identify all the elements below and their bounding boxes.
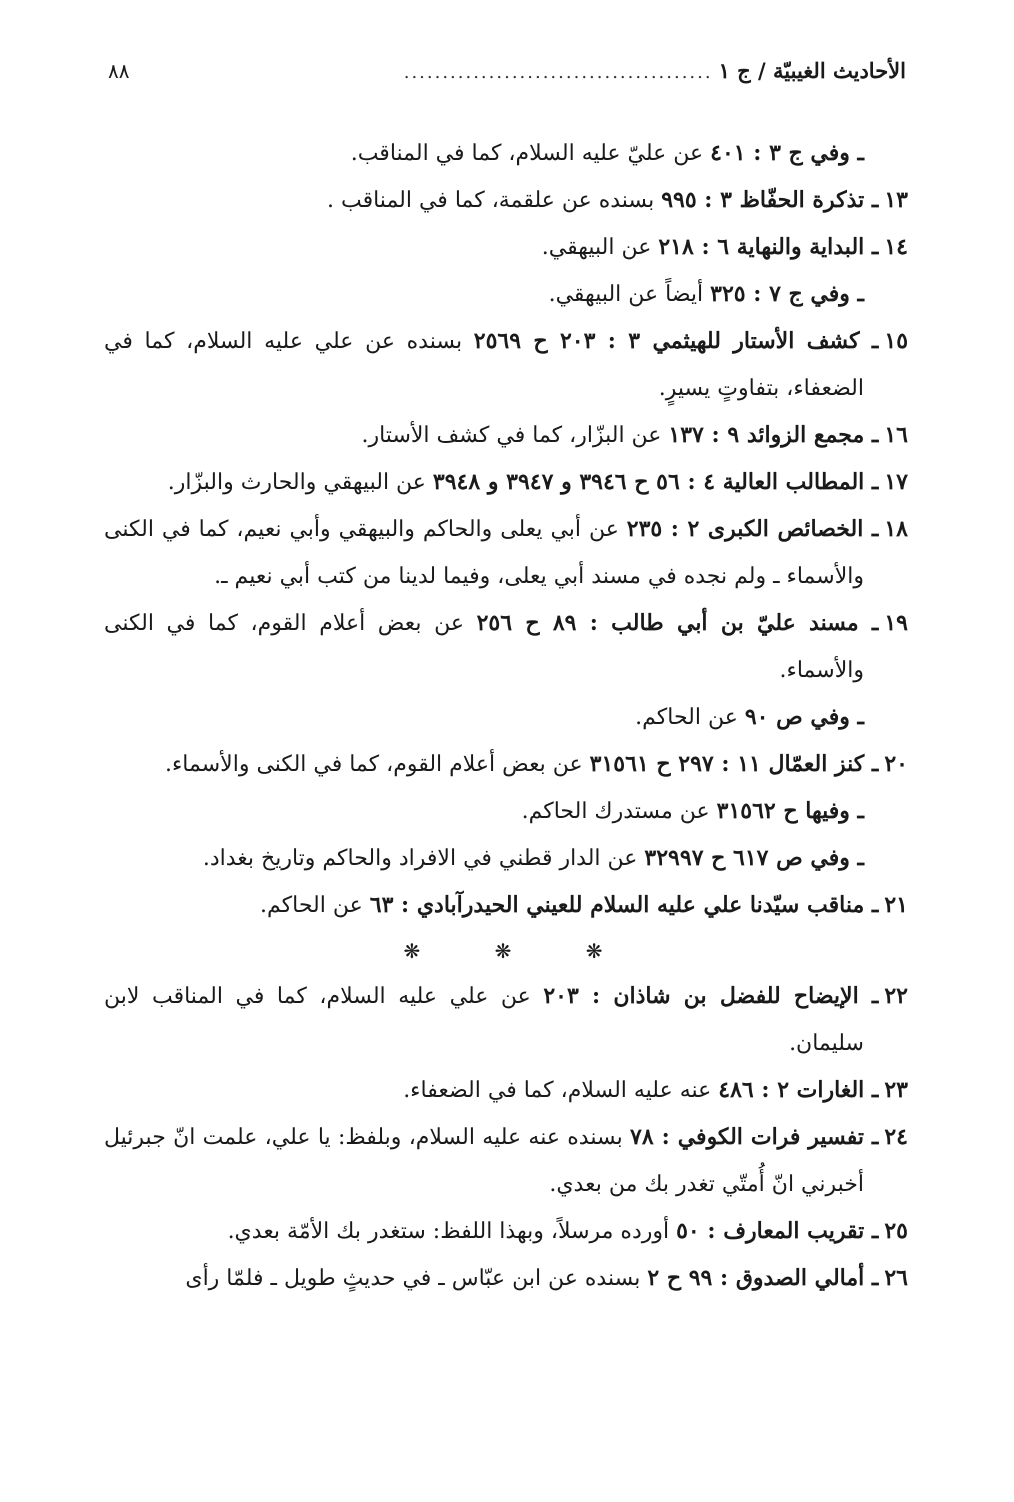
entry-text: عن الحاكم. — [635, 705, 745, 730]
reference-list — [104, 130, 908, 1302]
reference-entry — [104, 318, 908, 412]
source-citation: ـ وفي ص ٩٠ — [744, 704, 864, 730]
entry-text: عن بعض أعلام القوم، كما في الكنى والأسماء. — [164, 752, 590, 777]
reference-entry — [104, 1067, 908, 1114]
source-citation: ـ تقريب المعارف : ٥٠ — [676, 1218, 879, 1244]
source-citation: ـ البداية والنهاية ٦ : ٢١٨ — [658, 234, 879, 260]
reference-entry — [104, 506, 908, 600]
reference-entry — [104, 130, 908, 177]
reference-entry — [104, 973, 908, 1067]
header-title: الأحاديث الغيبيّة / ج ١ — [718, 58, 906, 83]
source-citation: ـ وفي ج ٣ : ٤٠١ — [710, 140, 864, 166]
entry-text: عن علي عليه السلام، كما في المناقب لابن سليمان. — [104, 984, 864, 1056]
entry-number: ٢٤ — [884, 1124, 908, 1150]
reference-entry — [104, 600, 908, 694]
reference-entry — [104, 1208, 908, 1255]
reference-entry — [104, 459, 908, 506]
source-citation: ـ وفي ج ٧ : ٣٢٥ — [710, 281, 864, 307]
entry-text: بسنده عن ابن عبّاس ـ في حديثٍ طويل ـ فلمّا رأى — [185, 1266, 648, 1291]
entry-text: عن الدار قطني في الافراد والحاكم وتاريخ بغداد. — [202, 846, 645, 871]
running-header — [108, 58, 906, 92]
reference-entry — [104, 788, 908, 835]
entry-text: عن البيهقي. — [541, 235, 659, 260]
entry-number: ١٥ — [884, 328, 909, 354]
reference-entry — [104, 882, 908, 929]
entry-text: عنه عليه السلام، كما في الضعفاء. — [403, 1078, 719, 1103]
source-citation: ـ تذكرة الحفّاظ ٣ : ٩٩٥ — [661, 187, 879, 213]
source-citation: ـ الإيضاح للفضل بن شاذان : ٢٠٣ — [543, 983, 879, 1009]
entry-number: ٢٥ — [884, 1218, 908, 1244]
entry-text: أورده مرسلاً، وبهذا اللفظ: ستغدر بك الأمّة بعدي. — [227, 1219, 677, 1244]
entry-text: عن مستدرك الحاكم. — [521, 799, 717, 824]
page-number: ٨٨ — [108, 59, 130, 83]
entry-number: ١٧ — [884, 469, 908, 495]
source-citation: ـ الخصائص الكبرى ٢ : ٢٣٥ — [626, 516, 879, 542]
reference-entry — [104, 271, 908, 318]
source-citation: ـ وفيها ح ٣١٥٦٢ — [716, 798, 864, 824]
source-citation: ـ أمالي الصدوق : ٩٩ ح ٢ — [647, 1265, 879, 1291]
entry-number: ١٨ — [884, 516, 908, 542]
entry-text: عن بعض أعلام القوم، كما في الكنى والأسماء. — [104, 611, 864, 683]
reference-entry — [104, 1114, 908, 1208]
reference-entry — [104, 835, 908, 882]
entry-text: عن البزّار، كما في كشف الأستار. — [361, 423, 669, 448]
entry-number: ٢٢ — [884, 983, 908, 1009]
entry-number: ٢٠ — [884, 751, 908, 777]
source-citation: ـ مسند عليّ بن أبي طالب : ٨٩ ح ٢٥٦ — [476, 610, 879, 636]
source-citation: ـ مجمع الزوائد ٩ : ١٣٧ — [668, 422, 879, 448]
reference-entry — [104, 177, 908, 224]
entry-text: بسنده عن علقمة، كما في المناقب . — [327, 188, 662, 213]
source-citation: ـ كشف الأستار للهيثمي ٣ : ٢٠٣ ح ٢٥٦٩ — [473, 328, 879, 354]
reference-entry — [104, 224, 908, 271]
reference-entry — [104, 1255, 908, 1302]
entry-number: ٢٦ — [884, 1265, 908, 1291]
entry-text: عن الحاكم. — [260, 893, 370, 918]
reference-entry — [104, 741, 908, 788]
entry-text: بسنده عنه عليه السلام، وبلفظ: يا علي، علمت انّ جبرئيل أخبرني انّ أُمتّي تغدر بك من بعدي. — [104, 1125, 864, 1197]
entry-number: ١٣ — [884, 187, 908, 213]
entry-text: عن البيهقي والحارث والبزّار. — [167, 470, 433, 495]
entry-text: أيضاً عن البيهقي. — [548, 282, 711, 307]
source-citation: ـ الغارات ٢ : ٤٨٦ — [718, 1077, 879, 1103]
header-leader-dots: ........................................ — [403, 62, 713, 83]
entry-number: ١٦ — [884, 422, 908, 448]
source-citation: ـ المطالب العالية ٤ : ٥٦ ح ٣٩٤٦ و ٣٩٤٧ و ٣٩٤٨ — [432, 469, 879, 495]
entry-number: ١٩ — [884, 610, 908, 636]
entry-text: بسنده عن علي عليه السلام، كما في الضعفاء، بتفاوتٍ يسيرٍ. — [104, 329, 864, 401]
reference-entry — [104, 694, 908, 741]
reference-entry — [104, 412, 908, 459]
entry-text: عن أبي يعلى والحاكم والبيهقي وأبي نعيم، كما في الكنى والأسماء ـ ولم نجده في مسند أبي يعلى، وفيما لدينا من كتب أبي نعيم ـ. — [104, 517, 864, 589]
source-citation: ـ مناقب سيّدنا علي عليه السلام للعيني الحيدرآبادي : ٦٣ — [369, 892, 879, 918]
entry-text: عن عليّ عليه السلام، كما في المناقب. — [350, 141, 711, 166]
entry-number: ٢٣ — [884, 1077, 908, 1103]
source-citation: ـ تفسير فرات الكوفي : ٧٨ — [630, 1124, 879, 1150]
source-citation: ـ وفي ص ٦١٧ ح ٣٢٩٩٧ — [644, 845, 864, 871]
entry-number: ١٤ — [884, 234, 908, 260]
section-separator: ❋ ❋ ❋ — [403, 939, 637, 963]
entry-number: ٢١ — [884, 892, 908, 918]
source-citation: ـ كنز العمّال ١١ : ٢٩٧ ح ٣١٥٦١ — [589, 751, 879, 777]
